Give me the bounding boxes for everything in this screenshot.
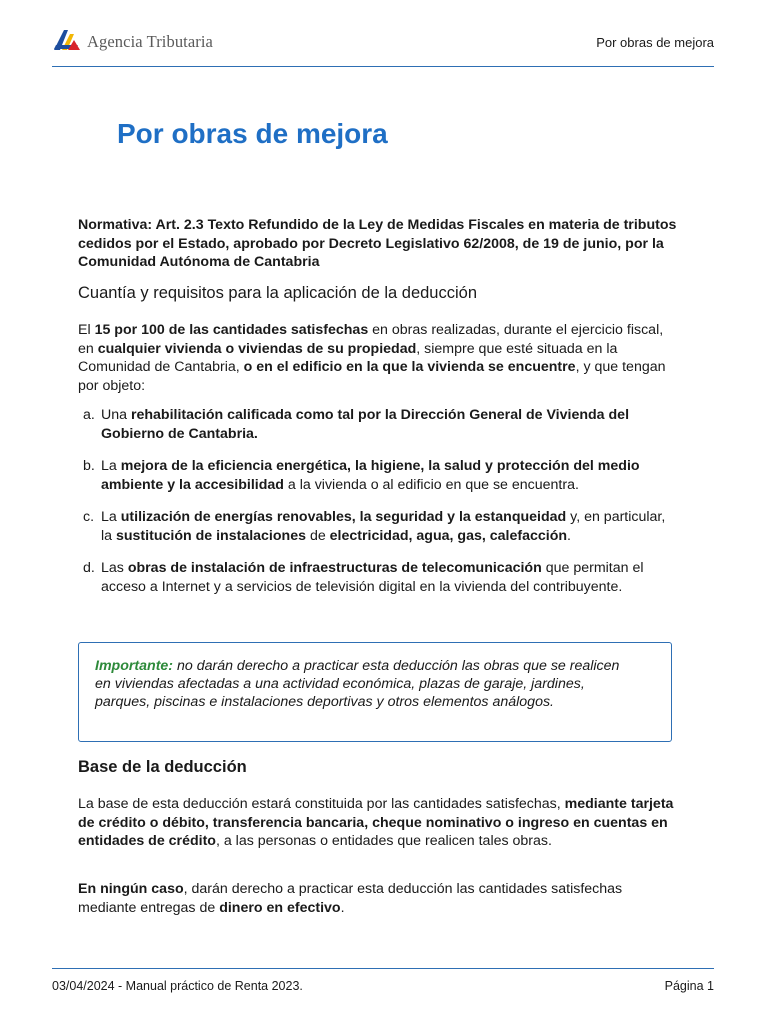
bold-run: utilización de energías renovables, la seguridad y la estanqueidad <box>120 509 567 525</box>
text-run: de <box>306 527 330 544</box>
bold-run: sustitución de instalaciones <box>115 527 306 544</box>
list-marker: c. <box>83 509 95 525</box>
section-heading-base: Base de la deducción <box>78 758 247 776</box>
logo-text: Agencia Tributaria <box>87 32 213 51</box>
important-note-text <box>95 657 635 711</box>
base-paragraph <box>78 795 678 851</box>
list-item <box>78 559 678 596</box>
bold-run: cualquier vivienda o viviendas de su propiedad <box>97 340 417 357</box>
bold-run: 15 por 100 de las cantidades satisfechas <box>94 322 369 338</box>
text-run: y, en particular, la <box>101 509 666 544</box>
bold-run: En ningún caso <box>78 881 184 897</box>
agencia-tributaria-logo <box>52 26 213 58</box>
text-run: , siempre que esté situada en la Comunidad de Cantabria, <box>78 340 618 375</box>
text-run: , y que tengan por objeto: <box>78 359 666 394</box>
bold-run: mediante tarjeta de crédito o débito, transferencia bancaria, cheque nominativo o ingreso en cuentas en entidades de crédito <box>78 796 674 849</box>
text-run: que permitan el acceso a Internet y a servicios de televisión digital en la vivienda del contribuyente. <box>101 560 644 595</box>
list-item <box>78 457 678 494</box>
list-marker: a. <box>83 407 95 423</box>
bold-run: obras de instalación de infraestructuras de telecomunicación <box>127 560 542 576</box>
footer-date-manual: 03/04/2024 - Manual práctico de Renta 2023. <box>52 979 303 993</box>
intro-paragraph <box>78 321 678 395</box>
requirements-list <box>78 406 678 610</box>
text-run: . <box>567 527 571 544</box>
bold-run: electricidad, agua, gas, calefacción <box>329 527 568 544</box>
page-number: Página 1 <box>664 979 714 993</box>
text-run: La <box>101 509 121 525</box>
list-marker: b. <box>83 458 95 474</box>
bold-run: dinero en efectivo <box>219 899 341 916</box>
text-run: Las <box>101 560 128 576</box>
text-run: , a las personas o entidades que realicen tales obras. <box>215 833 552 849</box>
text-run: , darán derecho a practicar esta deducción las cantidades satisfechas mediante entregas de <box>78 881 623 916</box>
text-run: La <box>101 458 121 474</box>
agencia-tributaria-emblem-icon <box>52 28 82 56</box>
text-run: en obras realizadas, durante el ejercicio fiscal, en <box>78 322 664 357</box>
normativa-reference: Normativa: Art. 2.3 Texto Refundido de la Ley de Medidas Fiscales en materia de tributos cedidos por el Estado, aprobado por Decreto Legislativo 62/2008, de 19 de junio, por la Comunidad Autónoma de Cantabria <box>78 217 677 270</box>
bold-run: o en el edificio en la que la vivienda se encuentre <box>243 359 576 375</box>
list-item <box>78 508 678 545</box>
text-run: Una <box>101 407 131 423</box>
list-item <box>78 406 678 443</box>
page-title: Por obras de mejora <box>117 118 388 149</box>
header-title: Por obras de mejora <box>596 35 714 50</box>
text-run: a la vivienda o al edificio en que se encuentra. <box>283 476 579 493</box>
important-label: Importante: <box>95 658 174 674</box>
text-run: . <box>340 899 345 916</box>
important-note-box <box>78 642 672 742</box>
text-run: El <box>78 322 95 338</box>
section-heading-cuantia: Cuantía y requisitos para la aplicación de la deducción <box>78 284 477 302</box>
text-run: La base de esta deducción estará constituida por las cantidades satisfechas, <box>78 796 565 812</box>
page-footer <box>52 968 714 999</box>
note-body: no darán derecho a practicar esta deducción las obras que se realicen en viviendas afectadas a una actividad económica, plazas de garaje, jardines, parques, piscinas e instalaciones deportivas y otros elementos análogos. <box>95 658 620 710</box>
bold-run: rehabilitación calificada como tal por la Dirección General de Vivienda del Gobierno de Cantabria. <box>101 407 630 442</box>
page-header <box>52 22 714 67</box>
list-marker: d. <box>83 560 95 576</box>
bold-run: mejora de la eficiencia energética, la higiene, la salud y protección del medio ambiente y la accesibilidad <box>101 458 640 493</box>
cash-exclusion-paragraph <box>78 880 678 917</box>
